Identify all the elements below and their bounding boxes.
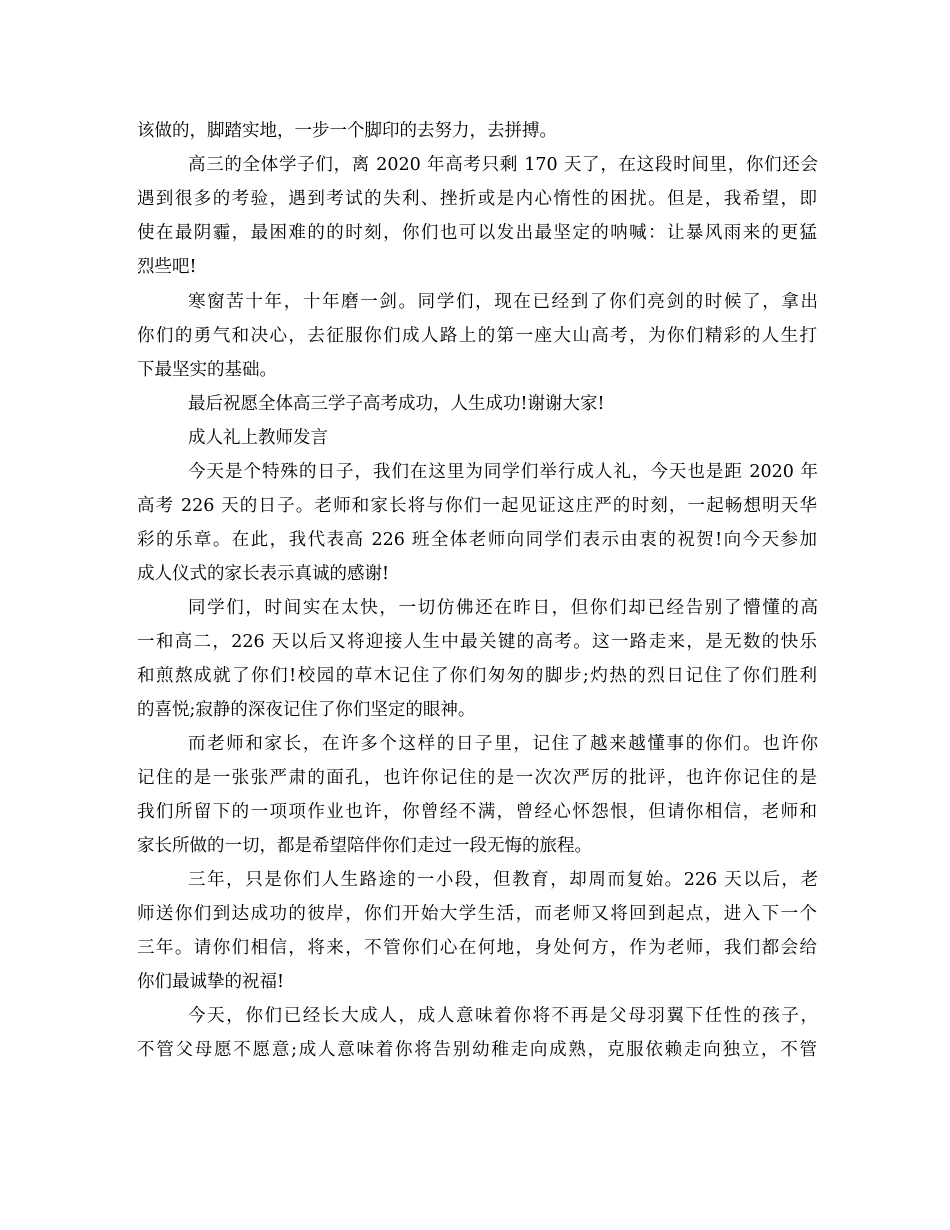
text-line: 成人仪式的家长表示真诚的感谢! (137, 564, 390, 584)
text-line: 而老师和家长，在许多个这样的日子里，记住了越来越懂事的你们。也许你 (188, 734, 818, 754)
text-line: 今天是个特殊的日子，我们在这里为同学们举行成人礼，今天也是距 2020 年 (188, 462, 818, 482)
text-line: 下最坚实的基础。 (137, 360, 277, 380)
text-line: 不管父母愿不愿意;成人意味着你将告别幼稚走向成熟，克服依赖走向独立，不管 (137, 1040, 817, 1060)
text-line: 三年，只是你们人生路途的一小段，但教育，却周而复始。226 天以后，老 (188, 870, 818, 890)
text-line: 记住的是一张张严肃的面孔，也许你记住的是一次次严厉的批评，也许你记住的是 (137, 768, 817, 788)
text-line: 和煎熬成就了你们!校园的草木记住了你们匆匆的脚步;灼热的烈日记住了你们胜利 (137, 666, 817, 686)
text-line: 师送你们到达成功的彼岸，你们开始大学生活，而老师又将回到起点，进入下一个 (137, 904, 817, 924)
text-line: 该做的，脚踏实地，一步一个脚印的去努力，去拼搏。 (137, 121, 557, 141)
text-line: 今天，你们已经长大成人，成人意味着你将不再是父母羽翼下任性的孩子， (188, 1006, 818, 1026)
text-line: 三年。请你们相信，将来，不管你们心在何地，身处何方，作为老师，我们都会给 (137, 938, 817, 958)
text-line: 彩的乐章。在此，我代表高 226 班全体老师向同学们表示由衷的祝贺!向今天参加 (137, 530, 817, 550)
text-line: 你们最诚挚的祝福! (137, 972, 285, 992)
text-line: 你们的勇气和决心，去征服你们成人路上的第一座大山高考，为你们精彩的人生打 (137, 326, 817, 346)
text-line: 使在最阴霾，最困难的的时刻，你们也可以发出最坚定的呐喊：让暴风雨来的更猛 (137, 223, 817, 243)
text-line: 最后祝愿全体高三学子高考成功，人生成功!谢谢大家! (188, 394, 605, 414)
text-line: 遇到很多的考验，遇到考试的失利、挫折或是内心惰性的困扰。但是，我希望，即 (137, 189, 817, 209)
section-heading: 成人礼上教师发言 (188, 428, 328, 448)
text-line: 高三的全体学子们，离 2020 年高考只剩 170 天了，在这段时间里，你们还会 (188, 155, 818, 175)
text-line: 家长所做的一切，都是希望陪伴你们走过一段无悔的旅程。 (137, 836, 592, 856)
text-line: 一和高二，226 天以后又将迎接人生中最关键的高考。这一路走来，是无数的快乐 (137, 632, 817, 652)
text-line: 的喜悦;寂静的深夜记住了你们坚定的眼神。 (137, 700, 476, 720)
text-line: 同学们，时间实在太快，一切仿佛还在昨日，但你们却已经告别了懵懂的高 (188, 598, 818, 618)
text-line: 寒窗苦十年，十年磨一剑。同学们，现在已经到了你们亮剑的时候了，拿出 (188, 292, 818, 312)
text-line: 烈些吧! (137, 257, 197, 277)
text-line: 高考 226 天的日子。老师和家长将与你们一起见证这庄严的时刻，一起畅想明天华 (137, 496, 817, 516)
text-line: 我们所留下的一项项作业也许，你曾经不满，曾经心怀怨恨，但请你相信，老师和 (137, 802, 817, 822)
